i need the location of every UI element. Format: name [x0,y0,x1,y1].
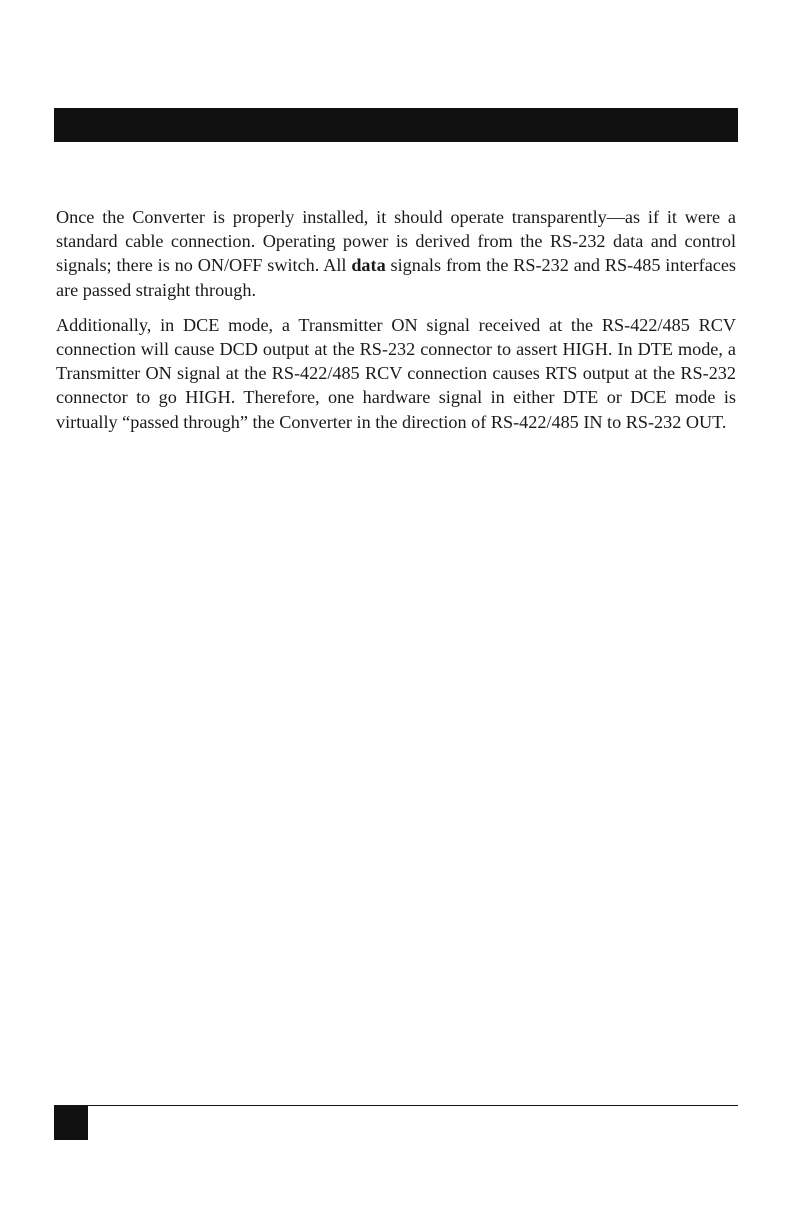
footer-rule [54,1105,738,1106]
page-body [56,205,736,445]
paragraph-operation [56,205,736,302]
paragraph-handshake: Additionally, in DCE mode, a Transmitter ON signal received at the RS-422/485 RCV connection will cause DCD output at the RS-232 connector to assert HIGH. In DTE mode, a Transmitter ON signal at the RS-422/485 RCV connection causes RTS output at the RS-232 connector to go HIGH. Therefore, one hardware signal in either DTE or DCE mode is virtually “passed through” the Converter in the direction of RS-422/485 IN to RS-232 OUT. [56,314,736,432]
header-bar [54,108,738,142]
page-number-block [54,1105,88,1140]
paragraph-operation-text: Once the Converter is properly installed, it should operate transparently—as if it were a standard cable connection. Operating power is derived from the RS-232 data and control signals; there is no ON/OFF switch. All [56,207,736,276]
paragraph-operation-text-end: signals from the RS-232 and RS-485 interfaces are passed straight through. [56,255,736,300]
bold-term-data: data [351,255,386,276]
